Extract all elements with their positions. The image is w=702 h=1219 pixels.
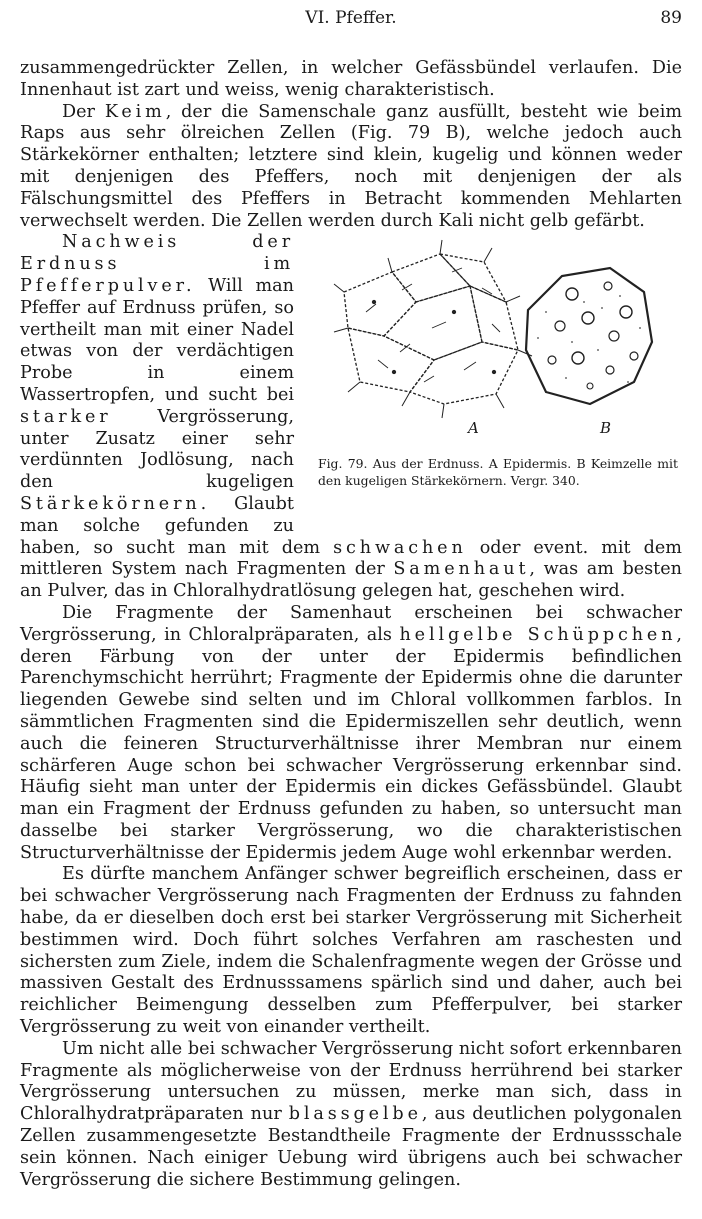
- epidermis-drawing: [334, 240, 532, 418]
- spaced-term-keim: Keim: [104, 101, 166, 122]
- paragraph-5: Es dürfte manchem Anfänger schwer begreiflich erscheinen, dass er bei schwacher Vergrösserung nach Fragmenten der Erdnuss zu fahnden habe, da er dieselben doch erst bei starker Vergrösserung mit Sicherheit bestimmen wird. Doch führt solches Verfahren am raschesten und sichersten zum Ziele, indem die Schalenfragmente wegen der Grösse und massiven Gestalt des Erdnusssamens spärlich sind und daher, auch bei reichlicher Beimengung desselben zum Pfefferpulver, bei starker Vergrösserung zu weit von einander vertheilt.: [20, 864, 682, 1038]
- running-header: [20, 6, 682, 34]
- body-text: [20, 58, 682, 1191]
- chapter-title: VI. Pfeffer.: [305, 8, 397, 28]
- paragraph-4: Die Fragmente der Samenhaut erscheinen bei schwacher Vergrösserung, in Chloralpräparaten, als hellgelbe Schüppchen, deren Färbung von der unter der Epidermis befindlichen Parenchymschicht herrührt; Fragmente der Epidermis ohne die darunter liegenden Gewebe sind selten und im Chloral vollkommen farblos. In sämmtlichen Fragmenten sind die Epidermiszellen sehr deutlich, wenn auch die feineren Structurverhältnisse ihrer Membran nur einem schärferen Auge schon bei schwacher Vergrösserung erkennbar sind. Häufig sieht man unter der Epidermis ein dickes Gefässbündel. Glaubt man ein Fragment der Erdnuss gefunden zu haben, so untersucht man dasselbe bei starker Vergrösserung, wo die charakteristischen Structurverhältnisse der Epidermis jedem Auge wohl erkennbar werden.: [20, 602, 683, 863]
- section-heading: Nachweis der Erdnuss im Pfefferpulver.: [20, 232, 294, 296]
- paragraph-2: Der Keim, der die Samenschale ganz ausfüllt, besteht wie beim Raps aus sehr ölreichen Zellen (Fig. 79 B), welche jedoch auch Stärkekörner enthalten; letztere sind klein, kugelig und können weder mit denjenigen des Pfeffers, noch mit denjenigen der als Fälschungsmittel des Pfeffers in Betracht kommenden Mehlarten verwechselt werden. Die Zellen werden durch Kali nicht gelb gefärbt.: [20, 101, 682, 231]
- paragraph-1: zusammengedrückter Zellen, in welcher Gefässbündel verlaufen. Die Innenhaut ist zart und weiss, wenig charakteristisch.: [20, 58, 682, 100]
- figure-caption: Fig. 79. Aus der Erdnuss. A Epidermis. B Keimzelle mit den kugeligen Stärkekörnern. Vergr. 340.: [318, 456, 678, 488]
- paragraph-6: Um nicht alle bei schwacher Vergrösserung nicht sofort erkennbaren Fragmente als möglicherweise von der Erdnuss herrührend bei starker Vergrösserung untersuchen zu müssen, merke man sich, dass in Chloralhydratpräparaten nur blassgelbe, aus deutlichen polygonalen Zellen zusammengesetzte Bestandtheile Fragmente der Erdnussschale sein können. Nach einiger Uebung wird übrigens auch bei schwacher Vergrösserung die sichere Bestimmung gelingen.: [20, 1038, 682, 1190]
- page-number: 89: [660, 8, 682, 28]
- paragraph-3: Nachweis der Erdnuss im Pfefferpulver. Will man Pfeffer auf Erdnuss prüfen, so vertheilt man mit einer Nadel etwas von der verdächtigen Probe in einem Wassertropfen, und sucht bei starker Vergrösserung, unter Zusatz einer sehr verdünnten Jodlösung, nach den kugeligen Stärkekörnern. Glaubt man solche gefunden zu haben, so sucht man mit dem schwachen oder event. mit dem mittleren System nach Fragmenten der Samenhaut, was am besten an Pulver, das in Chloralhydratlösung gelegen hat, geschehen wird.: [20, 232, 682, 602]
- figure-79: [314, 232, 682, 512]
- figure-label-b: B: [600, 419, 612, 438]
- figure-79-illustration: [314, 232, 682, 452]
- figure-label-a: A: [468, 419, 479, 438]
- keimzelle-drawing: [526, 268, 652, 404]
